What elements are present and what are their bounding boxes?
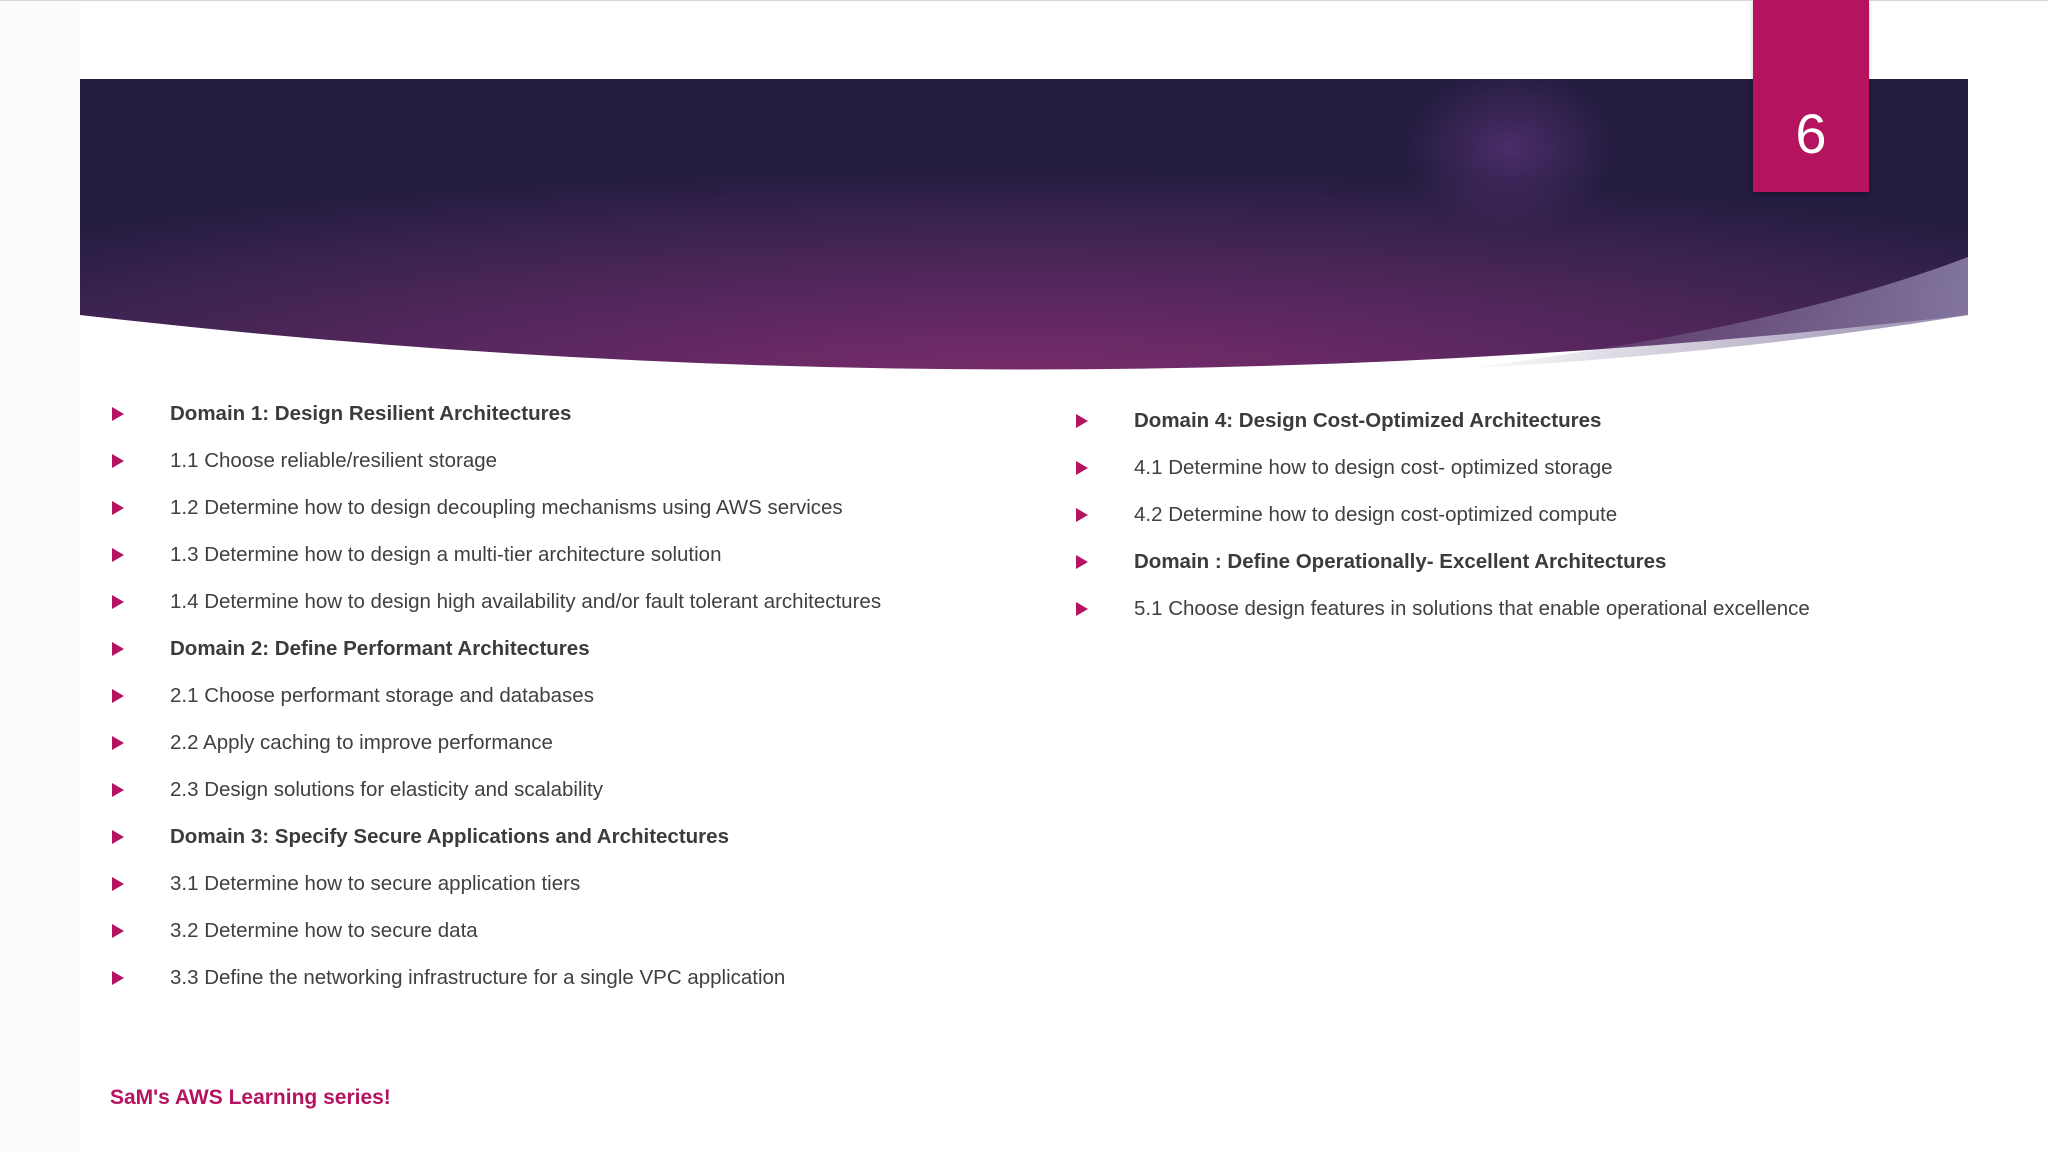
triangle-bullet-icon	[112, 501, 124, 515]
triangle-bullet-icon	[112, 689, 124, 703]
list-item-text: 1.3 Determine how to design a multi-tier architecture solution	[170, 543, 722, 566]
list-item-text: 3.1 Determine how to secure application tiers	[170, 872, 581, 895]
domain-heading	[1076, 396, 1976, 443]
footer-text: SaM's AWS Learning series!	[110, 1086, 391, 1109]
right-bullet-list	[1076, 396, 1976, 631]
triangle-bullet-icon	[112, 454, 124, 468]
list-item-text: Domain 3: Specify Secure Applications and Architectures	[170, 825, 729, 848]
list-item-text: 3.3 Define the networking infrastructure for a single VPC application	[170, 966, 786, 989]
list-item-text: 1.2 Determine how to design decoupling mechanisms using AWS services	[170, 496, 843, 519]
triangle-bullet-icon	[1076, 461, 1088, 475]
list-item-text: Domain 2: Define Performant Architectures	[170, 637, 590, 660]
triangle-bullet-icon	[112, 736, 124, 750]
list-item-text: Domain 4: Design Cost-Optimized Architectures	[1134, 409, 1602, 432]
left-bullet-list	[112, 389, 1052, 1000]
domain-heading	[112, 624, 1052, 671]
slide-number: 6	[1795, 102, 1827, 165]
list-item	[112, 436, 1052, 483]
triangle-bullet-icon	[112, 642, 124, 656]
list-item-text: Domain 1: Design Resilient Architectures	[170, 402, 572, 425]
triangle-bullet-icon	[1076, 414, 1088, 428]
triangle-bullet-icon	[112, 783, 124, 797]
domain-heading	[112, 812, 1052, 859]
triangle-bullet-icon	[112, 924, 124, 938]
list-item	[112, 483, 1052, 530]
left-margin-strip	[0, 2, 80, 1152]
list-item-text: Domain : Define Operationally- Excellent Architectures	[1134, 550, 1667, 573]
list-item	[1076, 443, 1976, 490]
list-item-text: 4.2 Determine how to design cost-optimized compute	[1134, 503, 1618, 526]
top-divider	[0, 0, 2048, 1]
list-item	[1076, 584, 1976, 631]
list-item-text: 2.1 Choose performant storage and databases	[170, 684, 594, 707]
triangle-bullet-icon	[112, 407, 124, 421]
list-item	[112, 577, 1052, 624]
triangle-bullet-icon	[112, 595, 124, 609]
triangle-bullet-icon	[112, 971, 124, 985]
triangle-bullet-icon	[112, 548, 124, 562]
list-item-text: 5.1 Choose design features in solutions that enable operational excellence	[1134, 597, 1810, 620]
domain-heading	[112, 389, 1052, 436]
triangle-bullet-icon	[1076, 602, 1088, 616]
list-item-text: 3.2 Determine how to secure data	[170, 919, 478, 942]
list-item	[112, 530, 1052, 577]
list-item-text: 4.1 Determine how to design cost- optimized storage	[1134, 456, 1613, 479]
list-item	[112, 671, 1052, 718]
list-item	[112, 765, 1052, 812]
triangle-bullet-icon	[1076, 555, 1088, 569]
header-banner	[80, 79, 1968, 385]
list-item	[112, 718, 1052, 765]
triangle-bullet-icon	[1076, 508, 1088, 522]
list-item-text: 1.4 Determine how to design high availability and/or fault tolerant architectures	[170, 590, 882, 613]
list-item-text: 1.1 Choose reliable/resilient storage	[170, 449, 498, 472]
list-item	[112, 906, 1052, 953]
list-item-text: 2.2 Apply caching to improve performance	[170, 731, 553, 754]
domain-heading	[1076, 537, 1976, 584]
list-item-text: 2.3 Design solutions for elasticity and scalability	[170, 778, 603, 801]
list-item	[1076, 490, 1976, 537]
triangle-bullet-icon	[112, 877, 124, 891]
banner-graphic	[80, 79, 1968, 385]
triangle-bullet-icon	[112, 830, 124, 844]
list-item	[112, 859, 1052, 906]
list-item	[112, 953, 1052, 1000]
slide-number-badge	[1753, 0, 1869, 192]
